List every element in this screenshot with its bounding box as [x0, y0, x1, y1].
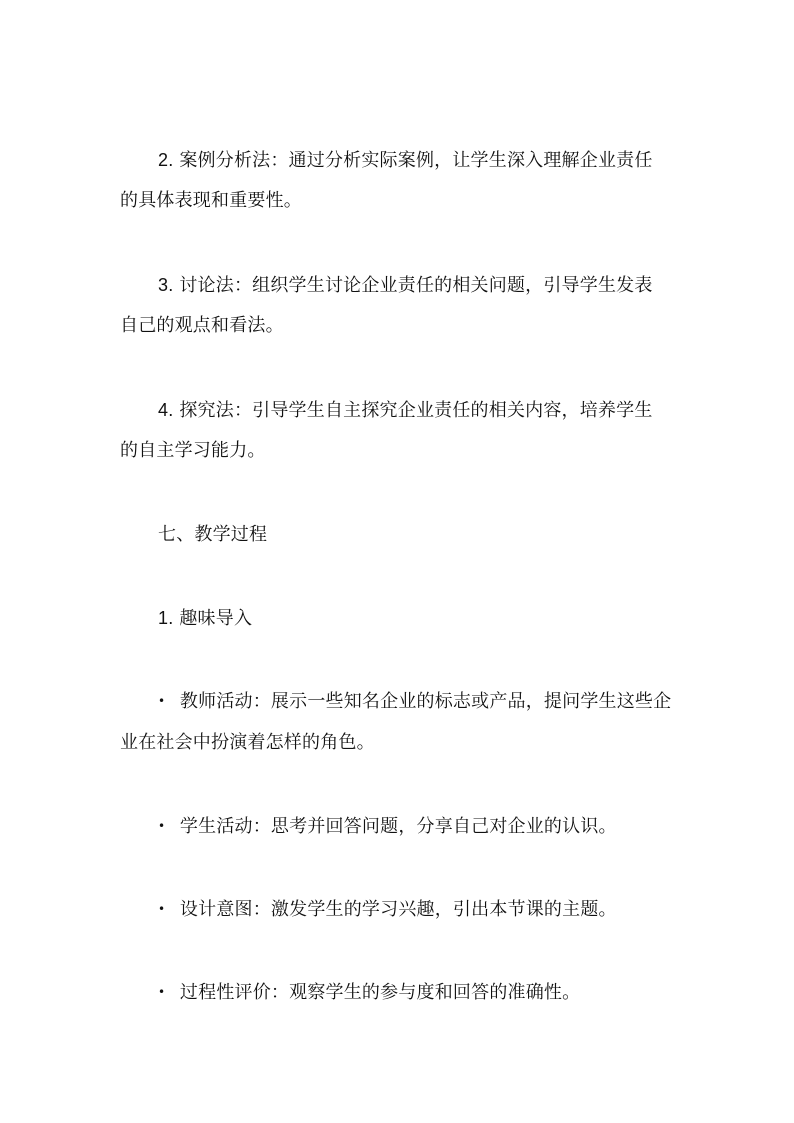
step-1-number: 1. — [158, 608, 174, 628]
bullet-student-activity — [158, 814, 718, 839]
section-heading: 七、教学过程 — [158, 524, 268, 545]
step-1-title: 趣味导入 — [179, 608, 253, 629]
bullet-icon: • — [158, 819, 166, 833]
method-2-line-1 — [158, 148, 718, 173]
method-4-line-2: 的自主学习能力。 — [120, 440, 266, 461]
method-3-number: 3. — [158, 275, 174, 295]
method-4-text: 探究法：引导学生自主探究企业责任的相关内容，培养学生 — [179, 400, 653, 421]
bullet-text: 学生活动：思考并回答问题，分享自己对企业的认识。 — [179, 816, 617, 837]
method-3-line-2: 自己的观点和看法。 — [120, 315, 284, 336]
bullet-teacher-activity-line-2: 业在社会中扮演着怎样的角色。 — [120, 732, 375, 753]
bullet-text: 设计意图：激发学生的学习兴趣，引出本节课的主题。 — [179, 899, 617, 920]
method-4-number: 4. — [158, 400, 174, 420]
bullet-text: 教师活动：展示一些知名企业的标志或产品，提问学生这些企 — [179, 691, 672, 712]
method-4-line-1 — [158, 398, 718, 423]
method-3-text: 讨论法：组织学生讨论企业责任的相关问题，引导学生发表 — [179, 275, 653, 296]
bullet-icon: • — [158, 694, 166, 708]
bullet-teacher-activity-line-1 — [158, 689, 718, 714]
method-2-text: 案例分析法：通过分析实际案例，让学生深入理解企业责任 — [179, 150, 653, 171]
bullet-process-evaluation — [158, 980, 718, 1005]
method-3-line-1 — [158, 273, 718, 298]
method-2-number: 2. — [158, 150, 174, 170]
bullet-icon: • — [158, 985, 166, 999]
step-1-heading — [158, 606, 718, 631]
bullet-design-intent — [158, 897, 718, 922]
method-2-line-2: 的具体表现和重要性。 — [120, 190, 302, 211]
bullet-icon: • — [158, 902, 166, 916]
bullet-text: 过程性评价：观察学生的参与度和回答的准确性。 — [179, 982, 581, 1003]
